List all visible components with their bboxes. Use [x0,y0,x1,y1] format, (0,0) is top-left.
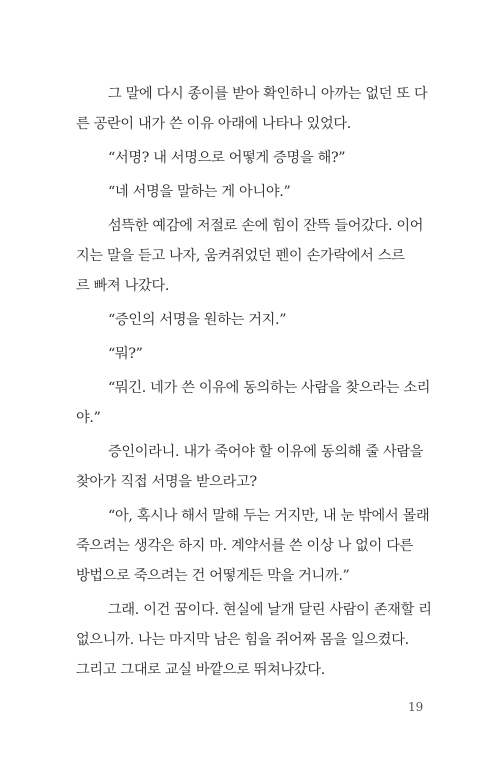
paragraph [92,143,437,173]
text-line: “네 서명을 말하는 게 아니야.” [108,184,291,200]
text-line: “뭐긴. 네가 쓴 이유에 동의하는 사람을 찾으라는 소리 [108,380,431,396]
paragraph [92,305,437,335]
body-text [76,79,437,689]
text-line: 그 말에 다시 종이를 받아 확인하니 아까는 없던 또 다 [108,86,428,102]
paragraph [92,177,437,207]
text-line: “아, 혹시나 해서 말해 두는 거지만, 내 눈 밖에서 몰래 [108,508,430,524]
paragraph [76,79,437,139]
text-line: “서명? 내 서명으로 어떻게 증명을 해?” [108,150,346,166]
text-line: 그래. 이건 꿈이다. 현실에 날개 달린 사람이 존재할 리 [108,602,432,618]
text-line: 증인이라니. 내가 죽어야 할 이유에 동의해 줄 사람을 [108,444,424,460]
text-line: 르 빠져 나갔다. [76,278,170,294]
paragraph [92,339,437,369]
text-line: 없으니까. 나는 마지막 남은 힘을 쥐어짜 몸을 일으켰다. [76,632,409,648]
text-line: 그리고 그대로 교실 바깥으로 뛰쳐나갔다. [76,662,325,678]
paragraph [76,595,437,685]
text-line: “뭐?” [108,346,143,362]
text-line: 지는 말을 듣고 나자, 움켜쥐었던 펜이 손가락에서 스르 [76,248,405,264]
text-line: 방법으로 죽으려는 건 어떻게든 막을 거니까.” [76,568,350,584]
text-line: 섬뜩한 예감에 저절로 손에 힘이 잔뜩 들어갔다. 이어 [108,218,424,234]
paragraph [76,501,437,591]
text-line: 죽으려는 생각은 하지 마. 계약서를 쓴 이상 나 없이 다른 [76,538,414,554]
text-line: 야.” [76,410,101,426]
text-line: 른 공란이 내가 쓴 이유 아래에 나타나 있었다. [76,116,351,132]
paragraph [76,211,437,301]
page-number: 19 [408,700,424,714]
text-line: “증인의 서명을 원하는 거지.” [108,312,287,328]
paragraph [76,373,437,433]
text-line: 찾아가 직접 서명을 받으라고? [76,474,257,490]
paragraph [76,437,437,497]
